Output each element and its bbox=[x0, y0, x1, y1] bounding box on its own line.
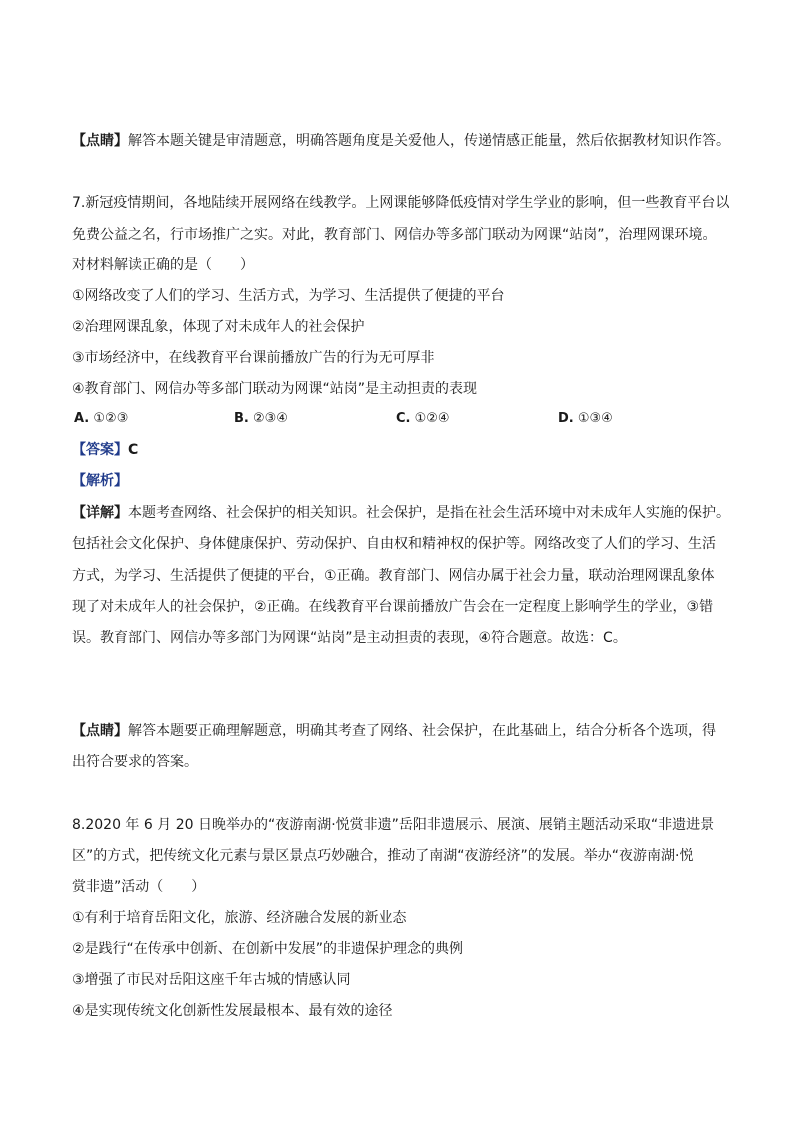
review-label: 【点睛】 bbox=[72, 133, 128, 149]
option-letter: D. bbox=[558, 411, 574, 426]
review-note-q6 bbox=[72, 131, 732, 151]
review-text: 解答本题要正确理解题意，明确其考查了网络、社会保护，在此基础上，结合分析各个选项，得 bbox=[128, 723, 716, 739]
q7-detail-line: 现了对未成年人的社会保护，②正确。在线教育平台课前播放广告会在一定程度上影响学生的学业，③错 bbox=[72, 599, 714, 615]
detail-text: 本题考查网络、社会保护的相关知识。社会保护，是指在社会生活环境中对未成年人实施的保护。 bbox=[128, 505, 730, 521]
option-letter: B. bbox=[234, 411, 249, 426]
q7-stem-line: 7.新冠疫情期间，各地陆续开展网络在线教学。上网课能够降低疫情对学生学业的影响，但一些教育平台以 bbox=[72, 195, 730, 211]
q8-stem-line: 赏非遗”活动（ ） bbox=[72, 879, 206, 895]
q7-option-a bbox=[74, 409, 128, 429]
q8-statement-1: ①有利于培育岳阳文化，旅游、经济融合发展的新业态 bbox=[72, 910, 407, 926]
q8-statement-4: ④是实现传统文化创新性发展最根本、最有效的途径 bbox=[72, 1003, 393, 1019]
q7-review-line bbox=[72, 721, 732, 741]
answer-label: 【答案】 bbox=[72, 442, 128, 458]
q8-stem-line: 8.2020 年 6 月 20 日晚举办的“夜游南湖·悦赏非遗”岳阳非遗展示、展演、展销主题活动采取“非遗进景 bbox=[72, 817, 715, 833]
q7-statement-2: ②治理网课乱象，体现了对未成年人的社会保护 bbox=[72, 319, 365, 335]
option-value: ①③④ bbox=[577, 411, 613, 426]
q7-statement-3: ③市场经济中，在线教育平台课前播放广告的行为无可厚非 bbox=[72, 350, 435, 366]
q7-analysis-heading bbox=[72, 471, 732, 491]
q7-stem-line: 对材料解读正确的是（ ） bbox=[72, 257, 254, 273]
q7-detail-line: 误。教育部门、网信办等多部门为网课“站岗”是主动担责的表现，④符合题意。故选：C。 bbox=[72, 630, 627, 646]
q8-stem-line: 区”的方式，把传统文化元素与景区景点巧妙融合，推动了南湖“夜游经济”的发展。举办“夜游南湖·悦 bbox=[72, 848, 694, 864]
q8-statement-3: ③增强了市民对岳阳这座千年古城的情感认同 bbox=[72, 972, 351, 988]
q7-detail-line: 包括社会文化保护、身体健康保护、劳动保护、自由权和精神权的保护等。网络改变了人们的学习、生活 bbox=[72, 536, 716, 552]
q7-option-b bbox=[234, 409, 288, 429]
q8-statement-2: ②是践行“在传承中创新、在创新中发展”的非遗保护理念的典例 bbox=[72, 941, 464, 957]
option-value: ①②③ bbox=[93, 411, 129, 426]
answer-value: C bbox=[128, 442, 139, 458]
analysis-label: 【解析】 bbox=[72, 473, 128, 489]
option-value: ②③④ bbox=[253, 411, 288, 426]
option-letter: C. bbox=[396, 411, 411, 426]
q7-review-line: 出符合要求的答案。 bbox=[72, 754, 198, 770]
q7-stem-line: 免费公益之名，行市场推广之实。对此，教育部门、网信办等多部门联动为网课“站岗”，治理网课环境。 bbox=[72, 227, 717, 243]
q7-option-c bbox=[396, 409, 450, 429]
q7-detail-line: 方式，为学习、生活提供了便捷的平台，①正确。教育部门、网信办属于社会力量，联动治理网课乱象体 bbox=[72, 568, 715, 584]
option-value: ①②④ bbox=[414, 411, 450, 426]
review-label: 【点睛】 bbox=[72, 723, 128, 739]
detail-label: 【详解】 bbox=[72, 505, 128, 521]
q7-statement-4: ④教育部门、网信办等多部门联动为网课“站岗”是主动担责的表现 bbox=[72, 381, 478, 397]
review-text: 解答本题关键是审清题意，明确答题角度是关爱他人，传递情感正能量，然后依据教材知识作答。 bbox=[128, 133, 730, 149]
q7-option-d bbox=[558, 409, 613, 429]
q7-statement-1: ①网络改变了人们的学习、生活方式，为学习、生活提供了便捷的平台 bbox=[72, 288, 505, 304]
option-letter: A. bbox=[74, 411, 90, 426]
q7-detail-line bbox=[72, 503, 732, 523]
q7-answer bbox=[72, 440, 732, 460]
